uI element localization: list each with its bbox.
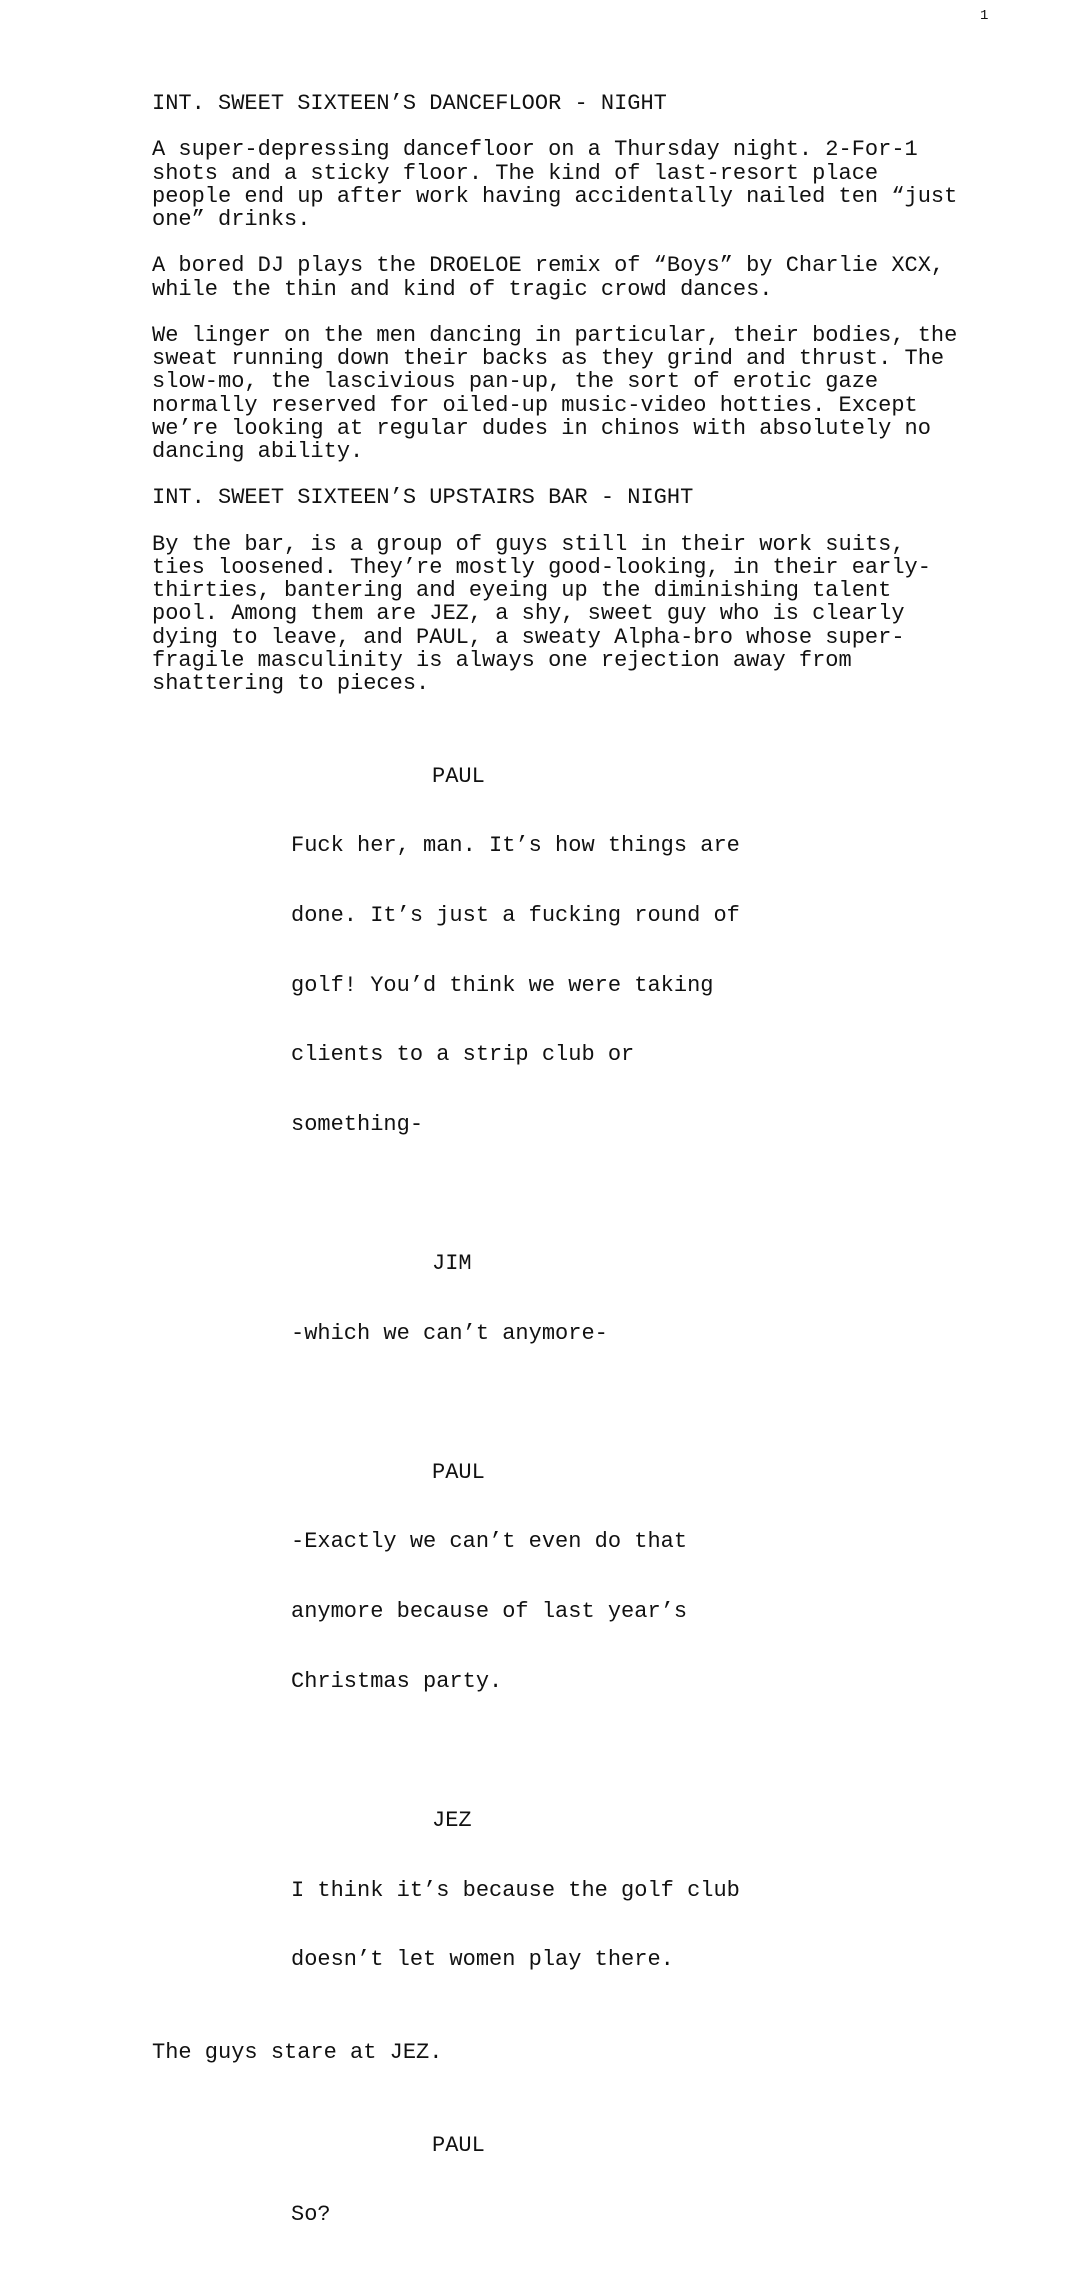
action-line: dying to leave, and PAUL, a sweaty Alpha-bro whose super-: [152, 624, 905, 650]
action-paragraph: [152, 533, 992, 695]
dialogue-block-paul: [291, 1414, 761, 1739]
action-paragraph: The guys stare at JEZ.: [152, 2039, 443, 2065]
action-line: people end up after work having accidentally nailed ten “just: [152, 183, 958, 209]
character-name: PAUL: [432, 763, 485, 789]
character-name: PAUL: [432, 1459, 485, 1485]
dialogue-line: So?: [291, 2202, 331, 2228]
action-paragraph: [152, 324, 992, 463]
dialogue-line: I think it’s because the golf club: [291, 1877, 740, 1903]
scene-heading-upstairs-bar: INT. SWEET SIXTEEN’S UPSTAIRS BAR - NIGHT: [152, 485, 694, 511]
dialogue-line: anymore because of last year’s: [291, 1599, 688, 1625]
character-name: JEZ: [432, 1807, 472, 1833]
action-line: By the bar, is a group of guys still in their work suits,: [152, 531, 905, 557]
dialogue-line: -which we can’t anymore-: [291, 1320, 608, 1346]
dialogue-block-jim: [291, 1206, 761, 1392]
dialogue-line: doesn’t let women play there.: [291, 1947, 674, 1973]
action-paragraph: [152, 138, 992, 231]
scene-heading-dancefloor: INT. SWEET SIXTEEN’S DANCEFLOOR - NIGHT: [152, 91, 667, 116]
dialogue-line: clients to a strip club or: [291, 1042, 635, 1068]
action-line: A bored DJ plays the DROELOE remix of “Boys” by Charlie XCX,: [152, 253, 945, 279]
action-line: We linger on the men dancing in particular, their bodies, the: [152, 322, 958, 348]
dialogue-line: something-: [291, 1111, 424, 1137]
action-line: while the thin and kind of tragic crowd dances.: [152, 276, 773, 302]
action-line: slow-mo, the lascivious pan-up, the sort of erotic gaze: [152, 369, 879, 395]
page-number: 1: [980, 8, 989, 24]
character-name: PAUL: [432, 2132, 485, 2158]
action-line: thirties, bantering and eyeing up the diminishing talent: [152, 578, 892, 604]
action-line: pool. Among them are JEZ, a shy, sweet guy who is clearly: [152, 601, 905, 627]
dialogue-block-paul: [291, 2087, 761, 2273]
action-line: normally reserved for oiled-up music-video hotties. Except: [152, 392, 918, 418]
dialogue-block-paul: [291, 718, 761, 1182]
dialogue-block-jez: [291, 1762, 761, 2017]
action-line: A super-depressing dancefloor on a Thursday night. 2-For-1: [152, 137, 918, 163]
action-paragraph: [152, 254, 992, 300]
action-line: fragile masculinity is always one rejection away from: [152, 647, 852, 673]
action-line: sweat running down their backs as they grind and thrust. The: [152, 346, 945, 372]
action-line: shattering to pieces.: [152, 671, 430, 696]
dialogue-line: done. It’s just a fucking round of: [291, 903, 740, 929]
action-line: dancing ability.: [152, 439, 364, 464]
character-name: JIM: [432, 1251, 472, 1277]
action-line: one” drinks.: [152, 207, 311, 232]
dialogue-line: golf! You’d think we were taking: [291, 972, 714, 998]
action-line: ties loosened. They’re mostly good-looking, in their early-: [152, 554, 931, 580]
dialogue-line: Fuck her, man. It’s how things are: [291, 833, 740, 859]
screenplay-page: [152, 92, 992, 2296]
action-line: shots and a sticky floor. The kind of last-resort place: [152, 160, 879, 186]
dialogue-line: -Exactly we can’t even do that: [291, 1529, 688, 1555]
dialogue-line: Christmas party.: [291, 1668, 503, 1694]
action-line: we’re looking at regular dudes in chinos with absolutely no: [152, 415, 931, 441]
